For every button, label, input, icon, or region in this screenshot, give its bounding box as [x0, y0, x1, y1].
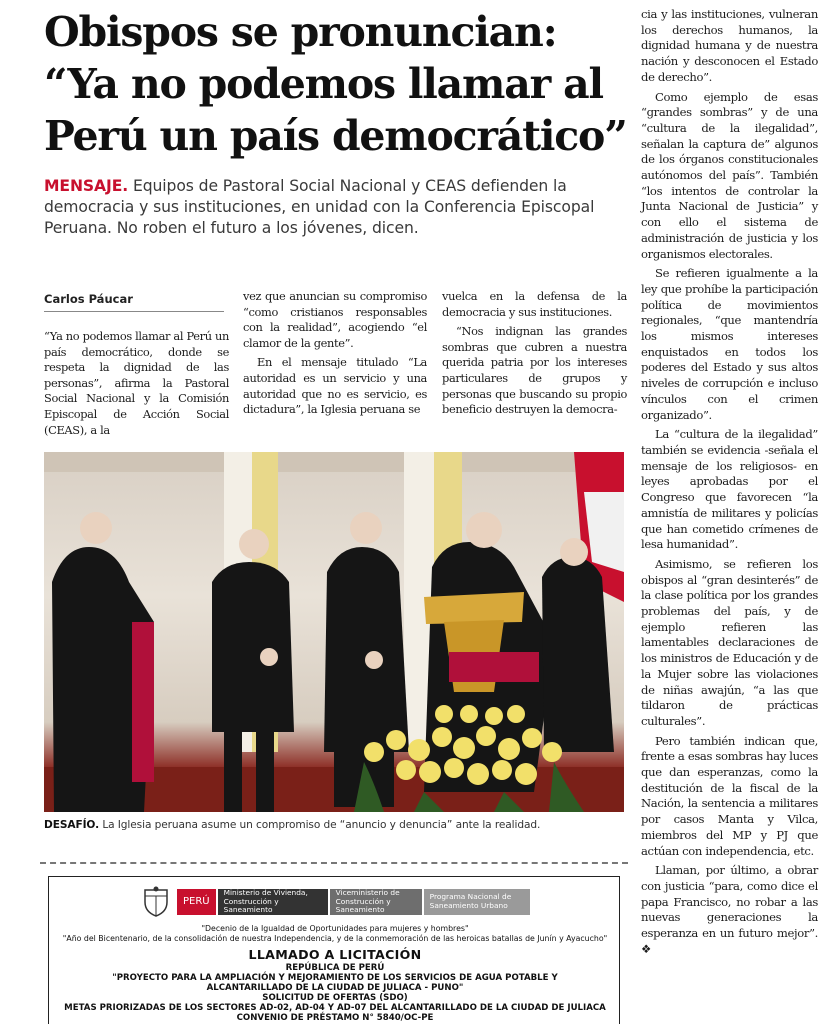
- article-photo: [44, 452, 624, 812]
- lede-text: Equipos de Pastoral Social Nacional y CEAS defienden la democracia y sus instituciones, en unidad con la Conferencia Episcopal Peruana. No roben el futuro a los jóvenes, dicen.: [44, 177, 595, 237]
- paragraph: vuelca en la defensa de la democracia y sus instituciones.: [442, 289, 627, 319]
- ad-line: "Año del Bicentenario, de la consolidación de nuestra Independencia, y de la conmemoración de las heroicas batallas de Junín y Ayacucho": [62, 934, 608, 943]
- paragraph: Se refieren igualmente a la ley que prohíbe la participación política de movimientos regionales, “que mantendría los mismos intereses enquistados en todos los poderes del Estado y sus altos niveles de corrupción e incluso vínculos con el crimen organizado”.: [641, 266, 818, 422]
- article-headline: [44, 6, 627, 162]
- public-notice-ad: [48, 876, 620, 1024]
- peru-logo: PERÚ: [177, 889, 216, 915]
- article-column-3: [442, 289, 627, 422]
- ad-text: [49, 924, 620, 1023]
- photo-caption: [44, 819, 629, 831]
- ad-logos: [141, 885, 530, 919]
- byline: Carlos Páucar: [44, 292, 133, 306]
- ad-line: "PROYECTO PARA LA AMPLIACIÓN Y MEJORAMIENTO DE LOS SERVICIOS DE AGUA POTABLE Y: [112, 973, 558, 983]
- lede-kicker: MENSAJE.: [44, 177, 129, 195]
- ad-line: REPÚBLICA DE PERÚ: [285, 963, 385, 973]
- paragraph: “Nos indignan las grandes sombras que cubren a nuestra querida patria por los intereses particulares de grupos y personas que buscando su propio beneficio destruyen la democra-: [442, 324, 627, 417]
- paragraph: Como ejemplo de esas “grandes sombras” y de una “cultura de la ilegalidad”, señalan la captura de” algunos de los órganos constitucionales autónomos del país”. También “los intentos de controlar la Junta Nacional de Justicia” y con ello el sistema de administración de justicia y los organismos electorales.: [641, 89, 818, 261]
- paragraph: La “cultura de la ilegalidad” también se evidencia -señala el mensaje de los religiosos- en leyes aprobadas por el Congreso que favorecen “la amnistía de militares y policías que han cometido crímenes de lesa humanidad”.: [641, 427, 818, 552]
- article-column-2: [243, 289, 427, 422]
- ad-line: CONVENIO DE PRÉSTAMO N° 5840/OC-PE: [236, 1013, 434, 1023]
- viceministry-logo: Viceministerio de Construcción y Saneamiento: [330, 889, 422, 915]
- caption-text: La Iglesia peruana asume un compromiso de “anuncio y denuncia” ante la realidad.: [99, 819, 541, 831]
- ministry-logo: Ministerio de Vivienda, Construcción y Saneamiento: [218, 889, 328, 915]
- article-column-4: [641, 7, 818, 961]
- article-lede: [44, 176, 629, 239]
- caption-kicker: DESAFÍO.: [44, 819, 100, 831]
- byline-divider: [44, 311, 224, 312]
- headline-line-3: Perú un país democrático”: [44, 112, 627, 160]
- ad-line: METAS PRIORIZADAS DE LOS SECTORES AD-02, AD-04 Y AD-07 DEL ALCANTARILLADO DE LA CIUDAD DE JULIACA: [64, 1003, 606, 1013]
- ad-line: "Decenio de la Igualdad de Oportunidades para mujeres y hombres": [201, 924, 469, 933]
- headline-line-2: “Ya no podemos llamar al: [44, 60, 603, 108]
- paragraph: En el mensaje titulado “La autoridad es un servicio y una autoridad que no es servicio, es dictadura”, la Iglesia peruana se: [243, 355, 427, 417]
- ad-title: LLAMADO A LICITACIÓN: [248, 947, 422, 962]
- headline-line-1: Obispos se pronuncian:: [44, 8, 557, 56]
- paragraph: Asimismo, se refieren los obispos al “gran desinterés” de la clase política por los grandes problemas del país, y de ejemplo refieren las lamentables declaraciones de los ministros de Educación y de la Mujer sobre las violaciones de niñas awajún, “a las que tildaron de prácticas culturales”.: [641, 556, 818, 728]
- article-column-1: [44, 329, 229, 442]
- program-logo: Programa Nacional de Saneamiento Urbano: [424, 889, 530, 915]
- ad-line: ALCANTARILLADO DE LA CIUDAD DE JULIACA - PUNO": [206, 983, 464, 993]
- paragraph: vez que anuncian su compromiso “como cristianos responsables con la realidad”, acogiendo “el clamor de la gente”.: [243, 289, 427, 350]
- bishops-photo-illustration: [44, 452, 624, 812]
- paragraph: “Ya no podemos llamar al Perú un país democrático, donde se respeta la dignidad de las personas”, afirma la Pastoral Social Nacional y la Comisión Episcopal de Acción Social (CEAS), a la: [44, 329, 229, 437]
- paragraph: cia y las instituciones, vulneran los derechos humanos, la dignidad humana y de nuestra nación y desconocen el Estado de derecho”.: [641, 7, 818, 84]
- coat-of-arms-icon: [141, 886, 171, 918]
- paragraph: Llaman, por último, a obrar con justicia “para, como dice el papa Francisco, no robar a las nuevas generaciones la esperanza en un futuro mejor”. ❖: [641, 863, 818, 956]
- ad-line: SOLICITUD DE OFERTAS (SDO): [262, 993, 408, 1003]
- paragraph: Pero también indican que, frente a esas sombras hay luces que dan esperanzas, como la destitución de la fiscal de la Nación, la sentencia a militares por casos Manta y Vilca, miembros del MP y PJ que actúan con independencia, etc.: [641, 733, 818, 858]
